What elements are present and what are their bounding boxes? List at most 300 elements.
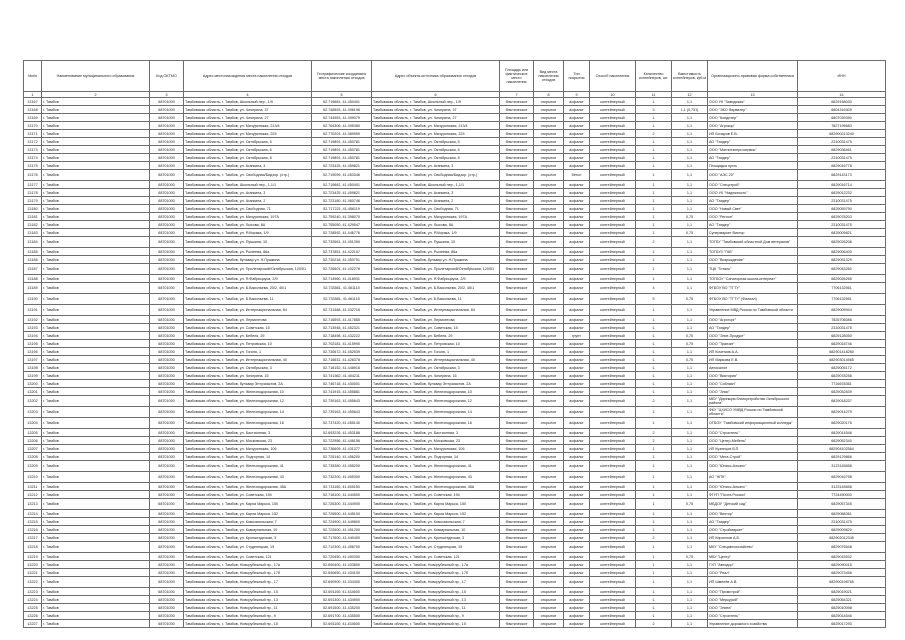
table-row [24, 170, 886, 181]
cell-coordinates: 52.719891, 41.450781 [312, 146, 372, 154]
cell-owner: ООО "Элит-Продукт" [708, 332, 798, 340]
cell-container-count: 1 [636, 453, 672, 461]
table-row [24, 518, 886, 526]
cell-surface: асфальт [564, 237, 590, 248]
table-row [24, 577, 886, 588]
cell-row-number: 13198 [24, 364, 42, 372]
cell-area: Фактическое [500, 472, 534, 483]
cell-area: Фактическое [500, 130, 534, 138]
cell-container-count: 1 [636, 604, 672, 612]
cell-surface: асфальт [564, 229, 590, 237]
cell-source-address: Тамбовская область, г. Тамбов, Новорубежный пр., 15 [372, 588, 500, 596]
cell-owner: ФГУП "Почта России" [708, 491, 798, 499]
cell-method: контейнерный [590, 534, 636, 542]
cell-method: контейнерный [590, 569, 636, 577]
cell-source-address: Тамбовская область, г. Тамбов, ул. Кронштадтская, 3 [372, 534, 500, 542]
cell-oktmo-code: 68701000 [150, 181, 184, 189]
cell-owner: ООО "Агроторг" [708, 316, 798, 324]
cell-site-address: Тамбовская область, г. Тамбов, ул. Я.Фабрициуса, 2/9 [184, 275, 312, 283]
col-num-6: 6 [372, 92, 500, 98]
cell-container-count: 1 [636, 612, 672, 620]
cell-site-address: Тамбовская область, г. Тамбов, Новорубежный пр., 17 [184, 577, 312, 588]
col-coordinates: Географические координаты места накопления отходов [312, 61, 372, 92]
cell-inn: 3123145658 [798, 483, 886, 491]
cell-site-type: открытое [534, 332, 564, 340]
cell-row-number: 13224 [24, 596, 42, 604]
cell-area: Фактическое [500, 364, 534, 372]
cell-site-address: Тамбовская область, г. Тамбов, ул. Советская, 194 [184, 491, 312, 499]
cell-coordinates: 52.719099, 41.453346 [312, 170, 372, 181]
cell-municipality: г. Тамбов [42, 122, 150, 130]
cell-area: Фактическое [500, 197, 534, 205]
cell-area: Фактическое [500, 324, 534, 332]
cell-site-type: открытое [534, 237, 564, 248]
cell-municipality: г. Тамбов [42, 577, 150, 588]
cell-municipality: г. Тамбов [42, 491, 150, 499]
cell-coordinates: 52.691100, 41.434600 [312, 620, 372, 628]
cell-row-number: 13188 [24, 275, 42, 283]
cell-oktmo-code: 68701000 [150, 542, 184, 553]
table-row [24, 189, 886, 197]
cell-municipality: г. Тамбов [42, 569, 150, 577]
cell-row-number: 13204 [24, 418, 42, 429]
cell-row-number: 13219 [24, 553, 42, 561]
cell-site-address: Тамбовская область, г. Тамбов, ул. Железнодорожная, 45А [184, 483, 312, 491]
table-row [24, 316, 886, 324]
table-row [24, 348, 886, 356]
cell-municipality: г. Тамбов [42, 364, 150, 372]
cell-surface: асфальт [564, 221, 590, 229]
cell-site-address: Тамбовская область, г. Тамбов, ул. Карла Маркса, 150 [184, 499, 312, 510]
cell-method: контейнерный [590, 429, 636, 437]
cell-container-count: 1 [636, 154, 672, 162]
cell-inn: 6829012232 [798, 189, 886, 197]
cell-owner: ООО "Мега-Строй" [708, 453, 798, 461]
cell-capacity: 1,1 [672, 526, 708, 534]
cell-method: контейнерный [590, 483, 636, 491]
col-source-address: Адрес объекта-источника образования отходов [372, 61, 500, 92]
cell-municipality: г. Тамбов [42, 138, 150, 146]
cell-row-number: 13197 [24, 356, 42, 364]
cell-method: контейнерный [590, 461, 636, 472]
cell-site-type: открытое [534, 588, 564, 596]
cell-row-number: 13175 [24, 162, 42, 170]
cell-municipality: г. Тамбов [42, 316, 150, 324]
table-row [24, 561, 886, 569]
cell-row-number: 13171 [24, 130, 42, 138]
table-row [24, 364, 886, 372]
cell-inn: 6829090015 [798, 561, 886, 569]
cell-owner: МБУ "Центр" [708, 553, 798, 561]
cell-container-count: 1 [636, 256, 672, 264]
table-row [24, 534, 886, 542]
cell-inn: 6829143173 [798, 170, 886, 181]
cell-owner: ИП Кириллов А.Б. [708, 534, 798, 542]
cell-container-count: 2 [636, 620, 672, 628]
cell-site-type: открытое [534, 380, 564, 388]
cell-row-number: 13174 [24, 154, 42, 162]
cell-row-number: 13211 [24, 483, 42, 491]
cell-source-address: Тамбовская область, г. Тамбов, ул. Р.Моряка, 1/9 [372, 229, 500, 237]
cell-surface: асфальт [564, 340, 590, 348]
cell-site-type: открытое [534, 130, 564, 138]
cell-container-count: 1 [636, 316, 672, 324]
registry-sheet [23, 60, 885, 628]
cell-capacity: 0,75 [672, 340, 708, 348]
cell-row-number: 13216 [24, 526, 42, 534]
cell-method: контейнерный [590, 294, 636, 305]
cell-owner: АО "Тандер" [708, 138, 798, 146]
cell-coordinates: 52.718498, 41.432222 [312, 332, 372, 340]
cell-municipality: г. Тамбов [42, 445, 150, 453]
cell-inn: 6829078203 [798, 213, 886, 221]
cell-source-address: Тамбовская область, г. Тамбов, Новорубежный пр., 17 [372, 577, 500, 588]
cell-surface: асфальт [564, 453, 590, 461]
cell-capacity: 1,1 [672, 162, 708, 170]
cell-source-address: Тамбовская область, г. Тамбов, ул. Чичерина, 15 [372, 372, 500, 380]
cell-municipality: г. Тамбов [42, 380, 150, 388]
cell-method: контейнерный [590, 499, 636, 510]
cell-oktmo-code: 68701000 [150, 130, 184, 138]
cell-site-address: Тамбовская область, г. Тамбов, ул. Р.Моряка, 1/9 [184, 229, 312, 237]
cell-coordinates: 52.737851, 41.422107 [312, 248, 372, 256]
cell-site-type: открытое [534, 437, 564, 445]
cell-capacity: 1,1 [672, 372, 708, 380]
cell-source-address: Тамбовская область, г. Тамбов, ул. Пролетарский/Октябрьская, 120/51 [372, 264, 500, 275]
cell-row-number: 13221 [24, 569, 42, 577]
cell-municipality: г. Тамбов [42, 340, 150, 348]
table-row [24, 162, 886, 170]
cell-capacity: 0,75 [672, 499, 708, 510]
cell-coordinates: 52.728592, 41.446776 [312, 229, 372, 237]
cell-capacity: 1,1 [672, 588, 708, 596]
cell-owner: МБУ "Дирекция благоустройства Октябрьского района" [708, 396, 798, 407]
cell-oktmo-code: 68701000 [150, 197, 184, 205]
cell-inn: 6829018746 [798, 340, 886, 348]
cell-coordinates: 52.719681, 41.450401 [312, 98, 372, 106]
cell-surface: асфальт [564, 348, 590, 356]
cell-row-number: 13183 [24, 229, 42, 237]
cell-oktmo-code: 68701000 [150, 437, 184, 445]
cell-oktmo-code: 68701000 [150, 388, 184, 396]
col-inn: ИНН [798, 61, 886, 92]
cell-oktmo-code: 68701000 [150, 340, 184, 348]
cell-site-type: открытое [534, 620, 564, 628]
cell-coordinates: 52.732200, 41.455300 [312, 472, 372, 483]
cell-coordinates: 52.732661, 41.451390 [312, 237, 372, 248]
cell-site-address: Тамбовская область, г. Тамбов, ул. Железнодорожная, 43 [184, 472, 312, 483]
cell-site-type: открытое [534, 324, 564, 332]
cell-owner: ООО "Меркурий" [708, 596, 798, 604]
cell-oktmo-code: 68701000 [150, 332, 184, 340]
cell-inn: 6829078256 [798, 372, 886, 380]
table-row [24, 237, 886, 248]
cell-coordinates: 52.718152, 41.448916 [312, 364, 372, 372]
cell-capacity: 1,1 [672, 396, 708, 407]
cell-row-number: 13178 [24, 189, 42, 197]
cell-source-address: Тамбовская область, г. Тамбов, ул. Железнодорожная, 45А [372, 483, 500, 491]
cell-row-number: 13212 [24, 491, 42, 499]
cell-surface: асфальт [564, 372, 590, 380]
cell-surface: асфальт [564, 181, 590, 189]
cell-owner: ООО "Возрождение" [708, 256, 798, 264]
cell-site-address: Тамбовская область, г. Тамбов, ул. Лермонтова [184, 316, 312, 324]
cell-row-number: 13168 [24, 106, 42, 114]
cell-oktmo-code: 68701000 [150, 569, 184, 577]
cell-capacity: 1,1 [672, 181, 708, 189]
cell-site-address: Тамбовская область, г. Тамбов, Новорубежный пр., 17а [184, 561, 312, 569]
cell-oktmo-code: 68701000 [150, 596, 184, 604]
table-header [24, 61, 886, 98]
cell-area: Фактическое [500, 154, 534, 162]
cell-surface: асфальт [564, 356, 590, 364]
cell-method: контейнерный [590, 205, 636, 213]
cell-row-number: 13193 [24, 324, 42, 332]
cell-area: Фактическое [500, 553, 534, 561]
cell-coordinates: 52.723425, 41.459821 [312, 189, 372, 197]
cell-surface: асфальт [564, 604, 590, 612]
cell-surface: асфальт [564, 205, 590, 213]
cell-capacity: 1,1 [672, 472, 708, 483]
cell-coordinates: 52.714960, 41.418931 [312, 275, 372, 283]
cell-municipality: г. Тамбов [42, 130, 150, 138]
cell-source-address: Тамбовская область, г. Тамбов, ул. Мичуринская, 106 [372, 445, 500, 453]
cell-inn: 6829052340 [798, 437, 886, 445]
cell-row-number: 13201 [24, 388, 42, 396]
cell-source-address: Тамбовская область, г. Тамбов, ул. Свободная/Бидзор. (стр.) [372, 170, 500, 181]
cell-surface: асфальт [564, 283, 590, 294]
cell-municipality: г. Тамбов [42, 542, 150, 553]
cell-area: Фактическое [500, 380, 534, 388]
cell-site-address: Тамбовская область, г. Тамбов, ул. Коммунальная, 10 [184, 526, 312, 534]
cell-source-address: Тамбовская область, г. Тамбов, ул. Подгорная, 14 [372, 453, 500, 461]
cell-area: Фактическое [500, 518, 534, 526]
cell-site-address: Тамбовская область, г. Тамбов, ул. Б.Васильева, 11 [184, 294, 312, 305]
cell-site-address: Тамбовская область, г. Тамбов, ул. Рылеева, 86а [184, 248, 312, 256]
cell-surface: асфальт [564, 561, 590, 569]
table-row [24, 453, 886, 461]
cell-municipality: г. Тамбов [42, 162, 150, 170]
cell-inn: 682900198765 [798, 577, 886, 588]
cell-capacity: 1,1 [672, 305, 708, 316]
cell-coordinates: 52.702181, 41.415990 [312, 340, 372, 348]
cell-source-address: Тамбовская область, г. Тамбов, ул. Мичуринская, 225 [372, 130, 500, 138]
cell-row-number: 13169 [24, 114, 42, 122]
col-capacity: Вместимость контейнеров, куб.м [672, 61, 708, 92]
cell-capacity: 0,75 [672, 229, 708, 237]
cell-method: контейнерный [590, 388, 636, 396]
cell-row-number: 13172 [24, 138, 42, 146]
cell-site-address: Тамбовская область, г. Тамбов, Новорубежный пр., 13 [184, 596, 312, 604]
cell-method: контейнерный [590, 510, 636, 518]
cell-method: контейнерный [590, 620, 636, 628]
cell-capacity: 1,1 [672, 189, 708, 197]
cell-owner: ФГБОУ ВО "ТГТУ" [708, 283, 798, 294]
cell-surface: асфальт [564, 588, 590, 596]
cell-oktmo-code: 68701000 [150, 472, 184, 483]
cell-municipality: г. Тамбов [42, 472, 150, 483]
cell-site-address: Тамбовская область, г. Тамбов, Новорубежный пр., 15 [184, 620, 312, 628]
cell-owner: ООО УК "Надежность" [708, 189, 798, 197]
cell-row-number: 13186 [24, 256, 42, 264]
cell-capacity: 1,1 [672, 364, 708, 372]
col-num-3: 3 [150, 92, 184, 98]
cell-municipality: г. Тамбов [42, 534, 150, 542]
col-num-13: 13 [708, 92, 798, 98]
cell-method: контейнерный [590, 612, 636, 620]
cell-site-type: открытое [534, 445, 564, 453]
cell-container-count: 1 [636, 553, 672, 561]
cell-method: контейнерный [590, 122, 636, 130]
cell-site-type: открытое [534, 596, 564, 604]
cell-row-number: 13213 [24, 499, 42, 510]
col-owner: Организационно-правовая форма собственника [708, 61, 798, 92]
cell-site-address: Тамбовская область, г. Тамбов, ул. Советская, 15 [184, 324, 312, 332]
cell-row-number: 13170 [24, 122, 42, 130]
cell-site-address: Тамбовская область, г. Тамбов, ул. Железнодорожная, 16 [184, 418, 312, 429]
cell-site-address: Тамбовская область, г. Тамбов, ул. Чичерина, 15 [184, 372, 312, 380]
cell-container-count: 1 [636, 364, 672, 372]
cell-container-count: 1 [636, 114, 672, 122]
cell-coordinates: 52.730218, 41.450751 [312, 256, 372, 264]
cell-municipality: г. Тамбов [42, 510, 150, 518]
cell-municipality: г. Тамбов [42, 604, 150, 612]
cell-source-address: Тамбовская область, г. Тамбов, ул. Октябрьская, 3 [372, 364, 500, 372]
cell-municipality: г. Тамбов [42, 518, 150, 526]
cell-site-address: Тамбовская область, г. Тамбов, Новорубежный пр., 11 [184, 604, 312, 612]
cell-municipality: г. Тамбов [42, 499, 150, 510]
cell-container-count: 1 [636, 264, 672, 275]
cell-method: контейнерный [590, 154, 636, 162]
cell-area: Фактическое [500, 138, 534, 146]
cell-municipality: г. Тамбов [42, 620, 150, 628]
cell-site-type: открытое [534, 213, 564, 221]
cell-source-address: Тамбовская область, г. Тамбов, ул. Советская, 194 [372, 491, 500, 499]
cell-capacity: 1,1 [672, 437, 708, 445]
cell-surface: асфальт [564, 620, 590, 628]
cell-container-count: 1 [636, 472, 672, 483]
cell-inn: 6829017293 [798, 620, 886, 628]
cell-site-type: открытое [534, 294, 564, 305]
cell-site-address: Тамбовская область, г. Тамбов, ул. Железнодорожная, 12 [184, 396, 312, 407]
cell-inn: 6829014546 [798, 612, 886, 620]
cell-source-address: Тамбовская область, г. Тамбов, ул. Московская, 23 [372, 437, 500, 445]
cell-surface: асфальт [564, 569, 590, 577]
cell-row-number: 13182 [24, 221, 42, 229]
cell-area: Фактическое [500, 396, 534, 407]
cell-area: Фактическое [500, 604, 534, 612]
cell-area: Фактическое [500, 491, 534, 499]
cell-coordinates: 52.723425, 41.459821 [312, 162, 372, 170]
cell-municipality: г. Тамбов [42, 229, 150, 237]
cell-capacity: 1,1 [672, 542, 708, 553]
cell-area: Фактическое [500, 534, 534, 542]
cell-surface: асфальт [564, 491, 590, 499]
cell-site-type: открытое [534, 264, 564, 275]
cell-source-address: Тамбовская область, г. Тамбов, ул. Агапкина, 3 [372, 162, 500, 170]
cell-oktmo-code: 68701000 [150, 604, 184, 612]
cell-method: контейнерный [590, 316, 636, 324]
cell-source-address: Тамбовская область, г. Тамбов, ул. Мичуринская, 213/4 [372, 122, 500, 130]
cell-site-type: открытое [534, 472, 564, 483]
cell-row-number: 13200 [24, 380, 42, 388]
cell-capacity: 0,75 [672, 332, 708, 340]
cell-area: Фактическое [500, 213, 534, 221]
cell-area: Фактическое [500, 510, 534, 518]
cell-coordinates: 52.716631, 41.426378 [312, 356, 372, 364]
cell-source-address: Тамбовская область, г. Тамбов, ул. Железнодорожная, 43 [372, 472, 500, 483]
cell-capacity: 1,1 [672, 130, 708, 138]
cell-coordinates: 52.691500, 41.435200 [312, 604, 372, 612]
cell-method: контейнерный [590, 221, 636, 229]
cell-row-number: 13196 [24, 348, 42, 356]
cell-surface: асфальт [564, 577, 590, 588]
cell-oktmo-code: 68701000 [150, 553, 184, 561]
table-row [24, 275, 886, 283]
cell-capacity: 1,1 [672, 197, 708, 205]
cell-container-count: 1 [636, 275, 672, 283]
cell-method: контейнерный [590, 324, 636, 332]
cell-source-address: Тамбовская область, г. Тамбов, ул. Советская, 15 [372, 324, 500, 332]
cell-method: контейнерный [590, 181, 636, 189]
cell-method: контейнерный [590, 418, 636, 429]
cell-coordinates: 52.739163, 41.455643 [312, 396, 372, 407]
cell-site-address: Тамбовская область, г. Тамбов, ул. Петровская, 10 [184, 340, 312, 348]
cell-area: Фактическое [500, 229, 534, 237]
cell-capacity: 1,1 [672, 596, 708, 604]
cell-container-count: 1 [636, 324, 672, 332]
table-row [24, 388, 886, 396]
col-num-10: 10 [590, 92, 636, 98]
table-row [24, 324, 886, 332]
cell-source-address: Тамбовская область, г. Тамбов, ул. Петровская, 10 [372, 340, 500, 348]
cell-municipality: г. Тамбов [42, 429, 150, 437]
cell-municipality: г. Тамбов [42, 553, 150, 561]
cell-coordinates: 52.713948, 41.452321 [312, 324, 372, 332]
cell-capacity: 1,1 [672, 407, 708, 418]
cell-owner: ООО "Строитель" [708, 612, 798, 620]
cell-container-count: 1 [636, 596, 672, 604]
cell-owner: ООО "Элита" [708, 604, 798, 612]
cell-inn: 6829128050 [798, 332, 886, 340]
table-row [24, 461, 886, 472]
cell-method: контейнерный [590, 130, 636, 138]
cell-site-address: Тамбовская область, г. Тамбов, ул. Железнодорожная, 41 [184, 461, 312, 472]
cell-capacity: 1,1 [672, 483, 708, 491]
cell-oktmo-code: 68701000 [150, 364, 184, 372]
cell-area: Фактическое [500, 596, 534, 604]
cell-area: Фактическое [500, 275, 534, 283]
cell-row-number: 13210 [24, 472, 42, 483]
cell-container-count: 2 [636, 396, 672, 407]
cell-owner: ФКУ "ЦХИСО УМВД России по Тамбовской области" [708, 407, 798, 418]
cell-coordinates: 52.690650, 41.434100 [312, 569, 372, 577]
cell-municipality: г. Тамбов [42, 237, 150, 248]
cell-surface: асфальт [564, 213, 590, 221]
cell-owner: ООО "Строймаркет" [708, 526, 798, 534]
cell-coordinates: 52.741562, 41.404211 [312, 372, 372, 380]
cell-site-address: Тамбовская область, г. Тамбов, ул. Железнодорожная, 14 [184, 407, 312, 418]
cell-source-address: Тамбовская область, г. Тамбов, ул. Студенецкая, 19 [372, 542, 500, 553]
col-num-1: 1 [24, 92, 42, 98]
table-row [24, 146, 886, 154]
cell-municipality: г. Тамбов [42, 205, 150, 213]
cell-inn: 6829129866 [798, 453, 886, 461]
cell-row-number: 13191 [24, 305, 42, 316]
table-row [24, 491, 886, 499]
cell-site-address: Тамбовская область, г. Тамбов, ул. Железнодорожная, 10 [184, 388, 312, 396]
cell-capacity: 1,1 [672, 316, 708, 324]
